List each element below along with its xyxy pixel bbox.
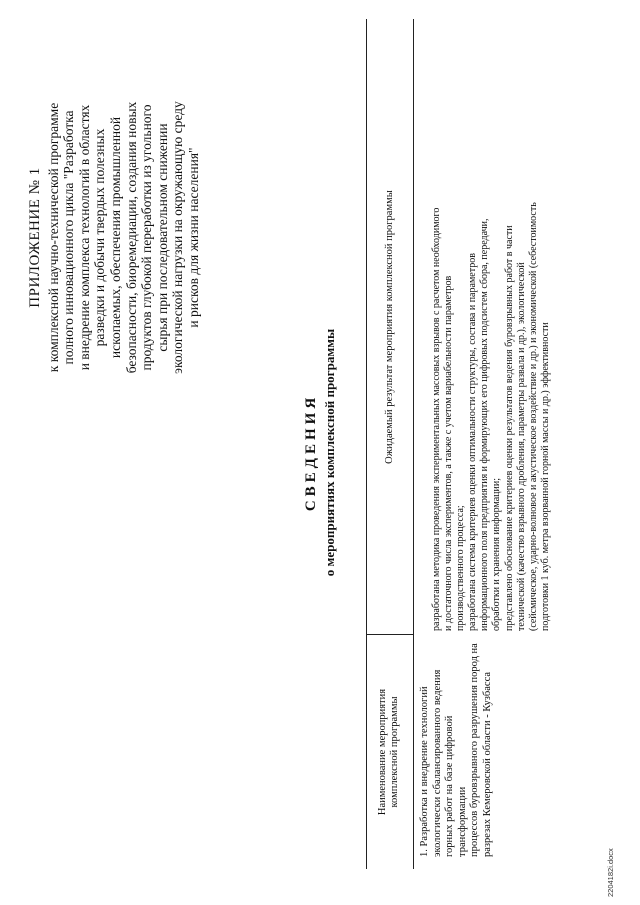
table-header-rule (413, 19, 414, 869)
row-result-line: представлено обоснование критериев оценки результатов ведения буровзрывных работ в части (503, 225, 515, 631)
table-row-name-cell (419, 643, 494, 857)
row-result-line: производственного процесса; (455, 505, 467, 631)
header-cell-result (384, 27, 396, 627)
file-footer: 2204182i.docx (606, 848, 615, 897)
row-result-line: технической (качество взрывного дробления, параметры развала и др.), экологической (515, 262, 527, 631)
row-result-line: информационного поля предприятия и формирующих его цифровых подсистем сбора, передачи, (479, 218, 491, 631)
appendix-line: к комплексной научно-технической программе (45, 102, 61, 373)
header-line: Ожидаемый результат мероприятия комплексной программы (384, 190, 395, 464)
row-result-line: разработана система критериев оценки оптимальности структуры, состава и параметров (467, 253, 479, 631)
row-result-line: (сейсмическое, ударно-волновое и акустическое воздействие и др.) и экономической (себестоимость (527, 202, 539, 631)
row-name-line: разрезах Кемеровской области - Кузбасса (481, 671, 493, 857)
document-subtitle: о мероприятиях комплексной программы (322, 328, 337, 577)
row-name-line: 1. Разработка и внедрение технологий (419, 686, 430, 857)
row-name-line: горных работ на базе цифровой трансформации (444, 715, 468, 857)
appendix-line: и рисков для жизни населения" (185, 147, 201, 328)
row-result-line: обработки и хранения информации; (491, 477, 503, 631)
appendix-block (28, 40, 202, 435)
appendix-line: продуктов глубокой переработки из угольного (139, 104, 155, 371)
row-result-line: и достаточного числа экспериментов, а также с учетом вариабельности параметров (443, 275, 455, 631)
appendix-line: безопасности, биоремедиации, создания новых (123, 101, 139, 374)
header-line: комплексной программы (389, 696, 400, 808)
table-top-rule (366, 19, 367, 869)
appendix-line: ископаемых, обеспечения промышленной (107, 116, 123, 359)
appendix-line: полного инновационного цикла "Разработка (61, 110, 77, 365)
row-result-line: разработана методика проведения экспериментальных массовых взрывов с расчетом необходимого (431, 207, 442, 631)
appendix-title: ПРИЛОЖЕНИЕ № 1 (27, 167, 43, 308)
row-name-line: процессов буровзрывного разрушения пород на (469, 643, 480, 857)
header-cell-name (377, 639, 401, 865)
row-result-line: подготовки 1 куб. метра взорванной горной массы и др.) эффективности (539, 322, 551, 631)
appendix-line: и внедрение комплекса технологий в областях (76, 104, 92, 371)
table-column-divider (366, 634, 413, 635)
appendix-line: экологической нагрузки на окружающую среду (170, 101, 186, 374)
appendix-line: сырья при последовательном снижении (154, 123, 170, 352)
row-name-line: экологически сбалансированного ведения (431, 669, 443, 857)
table-row-result-cell (431, 31, 552, 631)
header-line: Наименование мероприятия (377, 688, 388, 816)
document-title: СВЕДЕНИЯ (303, 393, 319, 512)
appendix-line: разведки и добычи твердых полезных (92, 128, 108, 347)
